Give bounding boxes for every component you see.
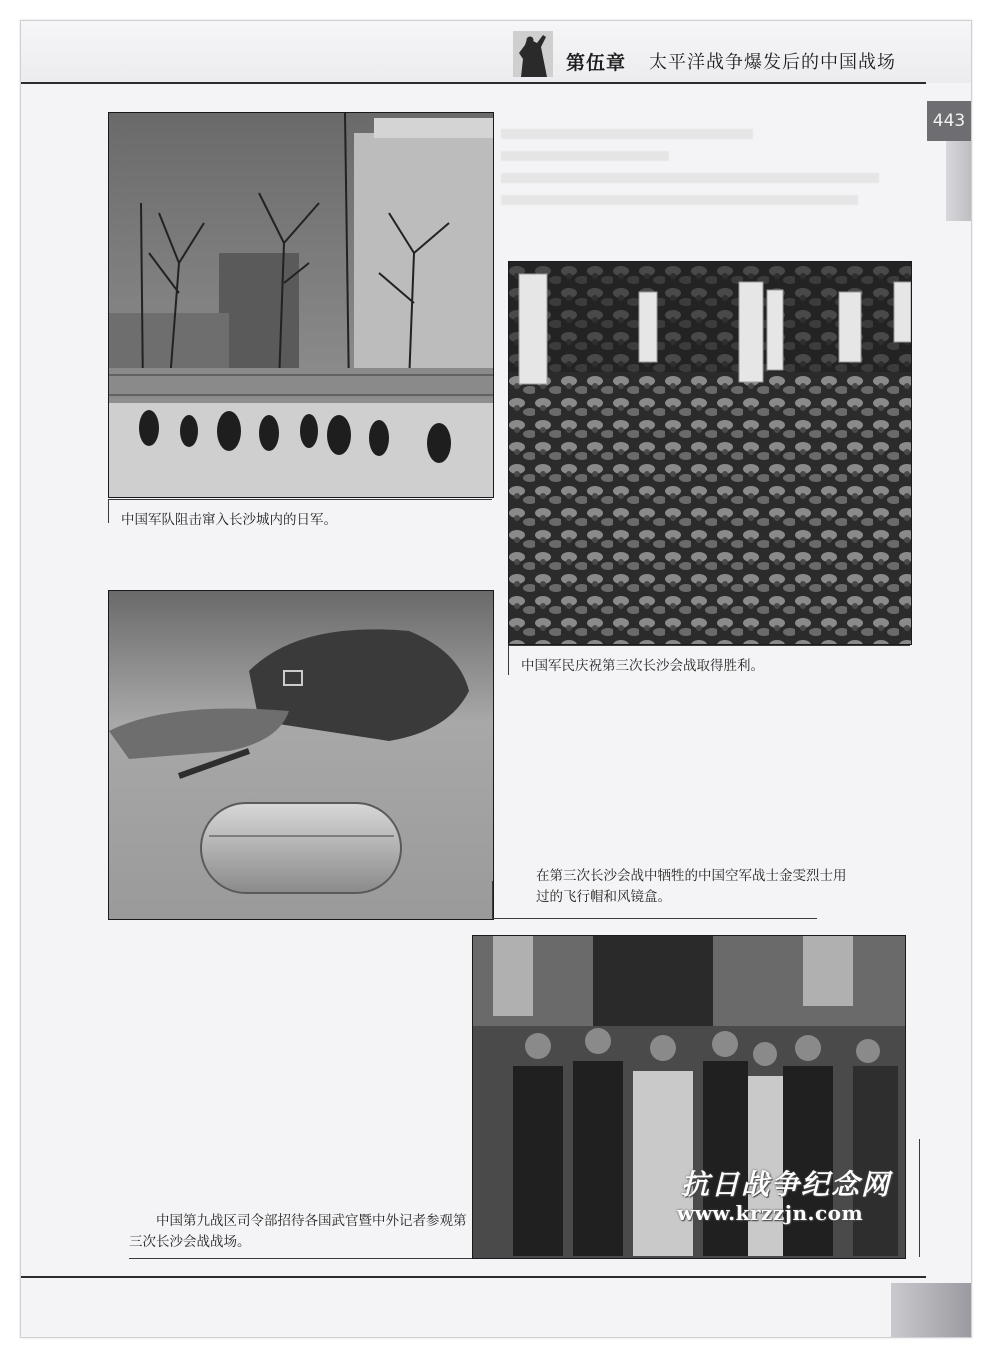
caption-rule bbox=[108, 499, 109, 523]
header-rule bbox=[21, 82, 926, 84]
caption-rule bbox=[508, 645, 509, 675]
photo-caption: 中国第九战区司令部招待各国武官暨中外记者参观第三次长沙会战战场。 bbox=[129, 1213, 467, 1250]
side-tab bbox=[946, 141, 971, 221]
show-through-text bbox=[501, 117, 921, 237]
caption-rule bbox=[492, 918, 817, 919]
watermark-site-name: 抗日战争纪念网 bbox=[681, 1168, 892, 1201]
page-number: 443 bbox=[927, 101, 971, 141]
chapter-label: 第伍章 bbox=[566, 52, 627, 74]
photo-caption: 中国军队阻击窜入长沙城内的日军。 bbox=[121, 512, 337, 528]
caption-rule bbox=[919, 1139, 920, 1257]
caption-rule bbox=[108, 499, 492, 500]
photo-crowd-celebration bbox=[508, 261, 912, 645]
photo-caption: 在第三次长沙会战中牺牲的中国空军战士金雯烈士用过的飞行帽和风镜盒。 bbox=[536, 868, 847, 905]
book-page bbox=[20, 20, 972, 1338]
caption-rule bbox=[129, 1258, 472, 1259]
photo-soldiers-street bbox=[108, 112, 494, 498]
footer-rule bbox=[21, 1276, 926, 1278]
photo-caption: 中国军民庆祝第三次长沙会战取得胜利。 bbox=[521, 658, 764, 674]
caption-rule bbox=[508, 645, 910, 646]
watermark-url: www.krzzjn.com bbox=[677, 1201, 864, 1225]
side-tab bbox=[891, 1283, 971, 1337]
chapter-title: 太平洋战争爆发后的中国战场 bbox=[649, 52, 896, 73]
soldier-statue-icon bbox=[513, 31, 553, 77]
photo-flight-cap-goggles-case bbox=[108, 590, 494, 920]
caption-rule bbox=[492, 881, 493, 919]
